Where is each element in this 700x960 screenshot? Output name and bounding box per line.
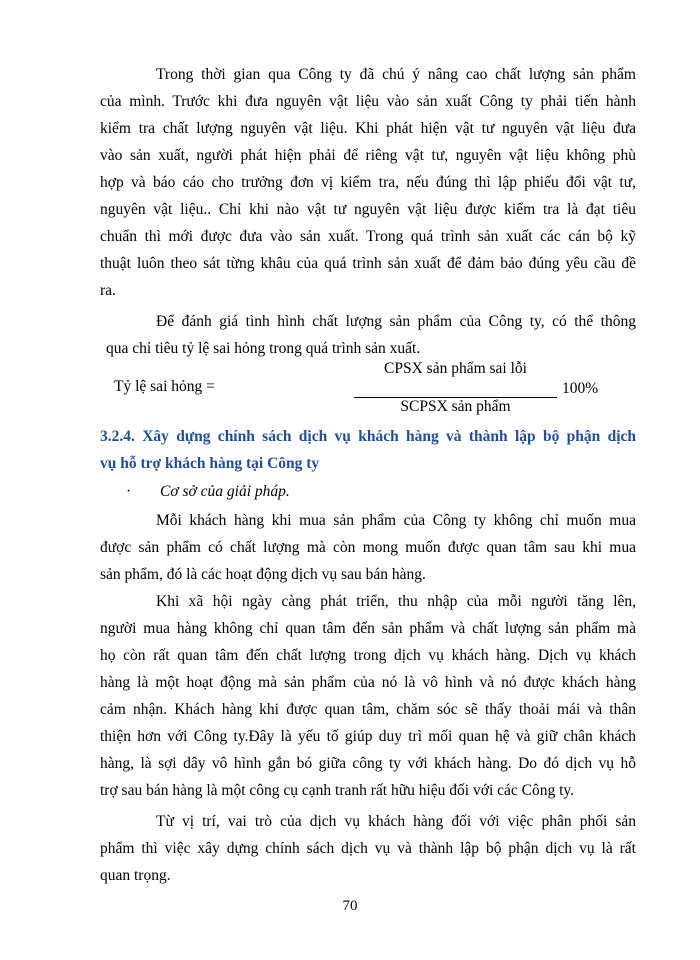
text-line: kiểm tra chất lượng nguyên vật liệu. Khi phát hiện vật tư nguyên vật liệu đưa — [100, 120, 636, 137]
text-line: ra. — [100, 282, 116, 299]
text-line: chuẩn thì mới được đưa vào sản xuất. Trong quá trình sản xuất các cán bộ kỹ — [100, 228, 636, 245]
text-line: thuật luôn theo sát từng khâu của quá trình sản xuất để đảm bảo đúng yêu cầu đề — [100, 255, 636, 272]
heading-line: vụ hỗ trợ khách hàng tại Công ty — [100, 455, 320, 472]
text-line: họ còn rất quan tâm đến chất lượng trong dịch vụ khách hàng. Dịch vụ khách — [100, 647, 636, 664]
text-line: hàng là một hoạt động mà sản phẩm của nó là vô hình và nó được khách hàng — [100, 674, 636, 691]
text-line: hàng, là sợi dây vô hình gắn bó giữa công ty với khách hàng. Do đó dịch vụ hỗ — [100, 755, 636, 772]
text-line: Trong thời gian qua Công ty đã chú ý nâng cao chất lượng sản phẩm — [156, 66, 636, 83]
heading-line: 3.2.4. Xây dựng chính sách dịch vụ khách hàng và thành lập bộ phận dịch — [100, 428, 636, 445]
bullet-text: Cơ sở của giải pháp. — [160, 483, 290, 500]
text-line: vào sản xuất, người phát hiện phải để riêng vật tư, nguyên vật liệu không phù — [100, 147, 636, 164]
text-line: được sản phẩm có chất lượng mà còn mong muốn được quan tâm sau khi mua — [100, 539, 636, 556]
formula-multiplier: 100% — [562, 380, 599, 397]
text-line: qua chỉ tiêu tỷ lệ sai hỏng trong quá trình sản xuất. — [106, 340, 421, 357]
bullet-marker: · — [126, 483, 132, 500]
text-line: Khi xã hội ngày càng phát triển, thu nhập của mỗi người tăng lên, — [156, 593, 636, 610]
text-line: nguyên vật liệu.. Chỉ khi nào vật tư nguyên vật liệu được kiểm tra là đạt tiêu — [100, 201, 636, 218]
text-line: thiện hơn với Công ty.Đây là yếu tố giúp duy trì mối quan hệ và giữ chân khách — [100, 728, 636, 745]
text-line: Để đánh giá tình hình chất lượng sản phẩm của Công ty, có thể thông — [156, 313, 636, 330]
text-line: sản phẩm, đó là các hoạt động dịch vụ sau bán hàng. — [100, 566, 426, 583]
defect-rate-formula — [100, 358, 636, 418]
text-line: hợp và báo cáo cho trưởng đơn vị kiểm tra, nếu đúng thì lập phiếu đổi vật tư, — [100, 174, 636, 191]
formula-numerator: CPSX sản phẩm sai lỗi — [384, 360, 527, 377]
formula-label: Tỷ lệ sai hỏng = — [114, 378, 215, 395]
page-number: 70 — [342, 898, 358, 914]
text-line: Từ vị trí, vai trò của dịch vụ khách hàng đối với việc phân phối sản — [156, 813, 636, 830]
text-line: quan trọng. — [100, 867, 171, 884]
text-line: Mỗi khách hàng khi mua sản phẩm của Công ty không chỉ muốn mua — [156, 512, 636, 529]
text-line: người mua hàng không chỉ quan tâm đến sản phẩm và chất lượng sản phẩm mà — [100, 620, 636, 637]
text-line: cảm nhận. Khách hàng khi được quan tâm, chăm sóc sẽ thấy thoải mái và thân — [100, 701, 636, 718]
text-line: của mình. Trước khi đưa nguyên vật liệu vào sản xuất Công ty phải tiến hành — [100, 93, 636, 110]
text-line: phẩm thì việc xây dựng chính sách dịch vụ và thành lập bộ phận dịch vụ là rất — [100, 840, 636, 857]
bullet-item — [126, 479, 290, 505]
formula-denominator: SCPSX sản phẩm — [400, 398, 511, 415]
text-line: trợ sau bán hàng là một công cụ cạnh tranh rất hữu hiệu đối với các Công ty. — [100, 782, 575, 799]
